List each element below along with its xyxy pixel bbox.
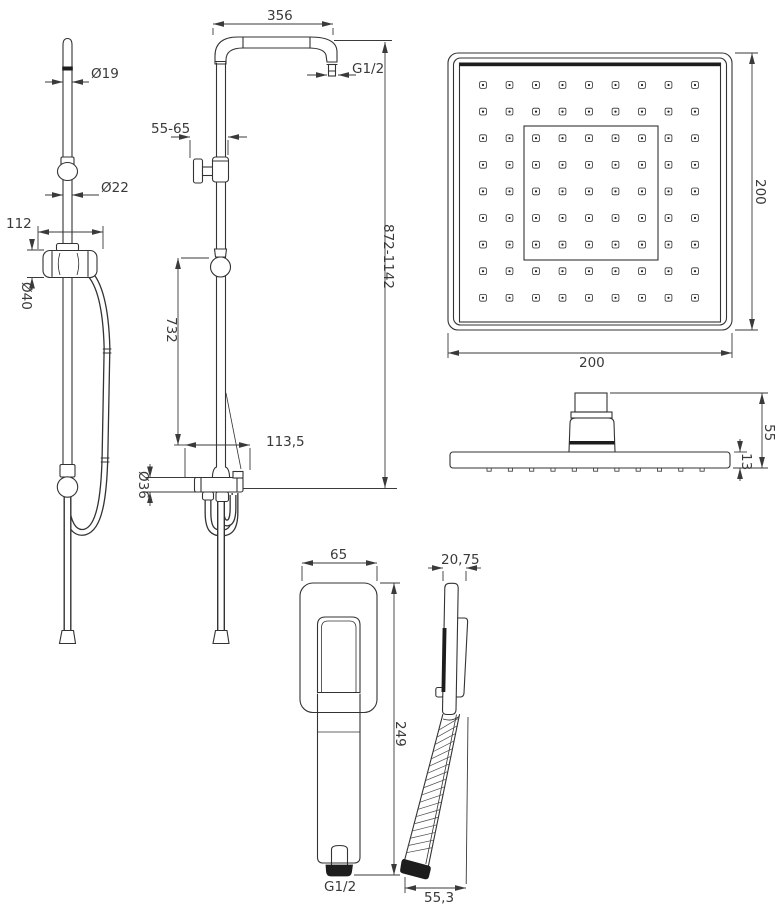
dim-label-d65: 65 <box>330 547 348 563</box>
wall-bracket-plate <box>194 159 203 183</box>
head-side-view <box>450 393 777 481</box>
column-tee <box>195 478 244 493</box>
dim-label-g12-arm: G1/2 <box>352 61 385 77</box>
dim-d732 <box>163 258 209 445</box>
rail-side-view <box>6 39 129 644</box>
dim-label-d112: 112 <box>6 216 32 232</box>
dim-label-head-width: 200 <box>579 355 605 371</box>
dim-label-d19: Ø19 <box>91 66 119 82</box>
hand-shower-back-plate <box>457 618 468 697</box>
head-center-panel <box>524 126 658 260</box>
dim-g12-arm <box>307 61 384 77</box>
dim-label-d249: 249 <box>392 721 408 747</box>
dim-label-g12-hand: G1/2 <box>324 879 357 895</box>
dim-label-d732: 732 <box>163 317 179 343</box>
dim-label-d55: 55 <box>761 424 777 442</box>
head-plate-side <box>450 452 730 468</box>
handset-holder <box>43 251 97 278</box>
dim-label-head-height: 200 <box>752 179 768 205</box>
dim-d5565 <box>151 121 247 158</box>
dim-label-d40: Ø40 <box>18 282 34 310</box>
column-front-view <box>135 8 397 644</box>
head-connector <box>575 393 607 412</box>
dim-label-d356: 356 <box>267 8 293 24</box>
dim-label-d1135: 113,5 <box>266 434 305 450</box>
handset-outlet <box>233 472 243 479</box>
dim-d36 <box>135 464 196 506</box>
dim-label-d13: 13 <box>738 453 754 471</box>
hose-elbow <box>57 477 77 497</box>
dim-dheight <box>243 41 397 489</box>
hand-shower-nut <box>326 865 353 876</box>
hand-shower-head <box>300 583 377 713</box>
hand-shower-side-view <box>400 552 481 906</box>
hand-shower-handle <box>318 694 361 863</box>
dim-label-d5565: 55-65 <box>151 121 191 137</box>
dim-label-dheight: 872-1142 <box>380 224 396 289</box>
dim-label-d36: Ø36 <box>135 471 151 499</box>
dim-d112 <box>6 216 103 249</box>
dim-d65 <box>302 547 377 581</box>
hand-shower-front-view <box>300 547 408 895</box>
dim-label-d22: Ø22 <box>101 180 129 196</box>
dim-d1135 <box>185 434 305 477</box>
dim-head-height <box>735 53 768 330</box>
dim-label-d553: 55,3 <box>424 890 455 906</box>
dim-d2075 <box>428 552 481 581</box>
head-top-view <box>448 53 768 371</box>
dim-d40 <box>18 239 44 310</box>
dim-d22 <box>45 180 129 196</box>
dim-d19 <box>45 66 119 82</box>
dim-label-d2075: 20,75 <box>441 552 480 568</box>
diverter-knob <box>211 257 231 277</box>
head-ball-joint <box>569 418 615 452</box>
nozzle-grid <box>480 82 699 302</box>
dim-d356 <box>213 8 333 35</box>
arm-outlet-g12 <box>329 65 336 77</box>
dim-d13 <box>734 439 754 481</box>
dim-head-width <box>448 333 732 371</box>
